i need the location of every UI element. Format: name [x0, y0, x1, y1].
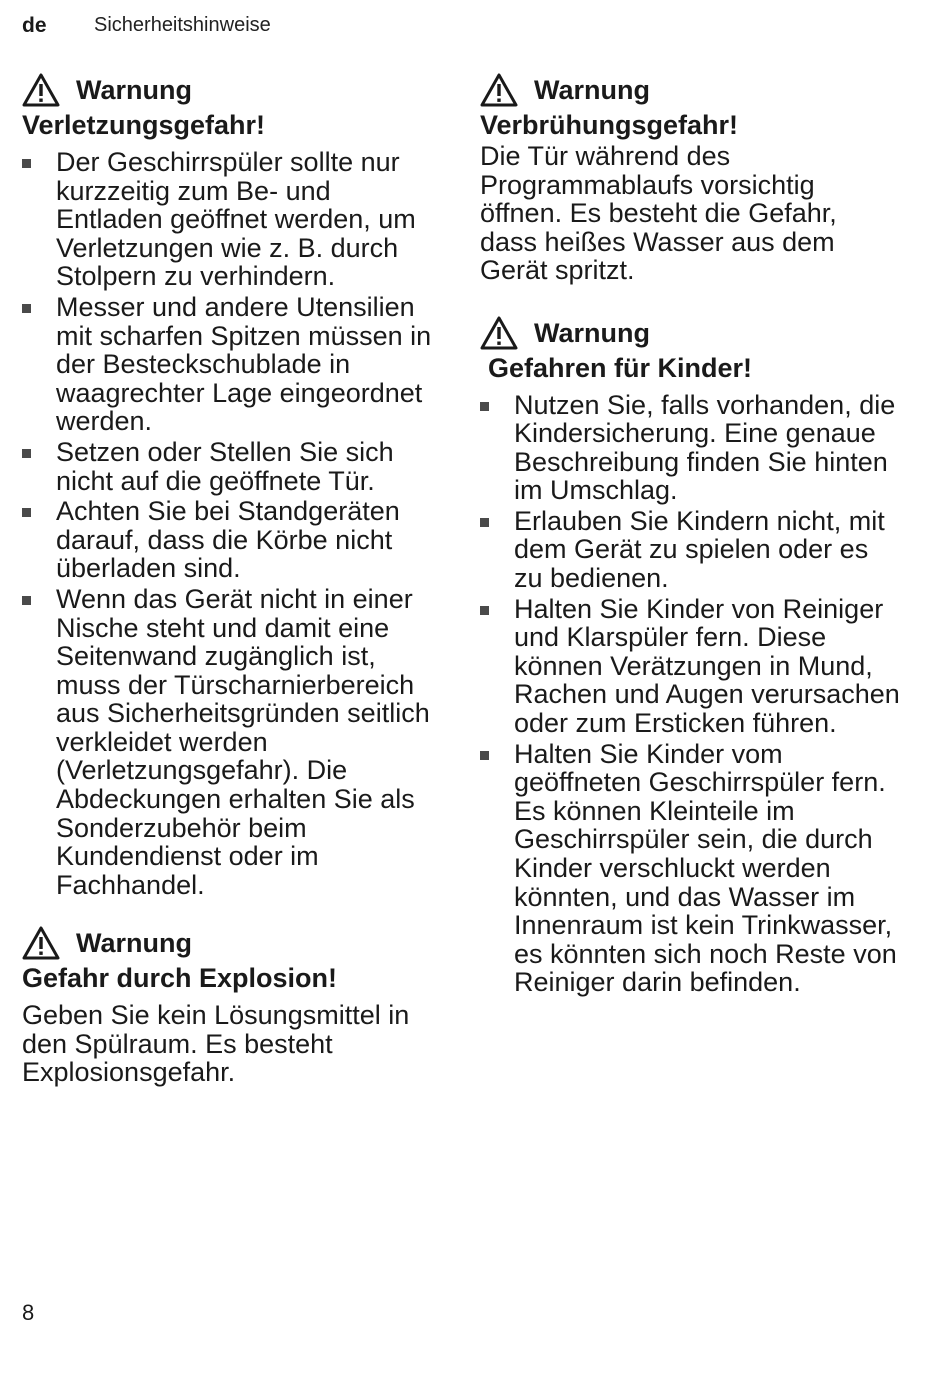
- list-item-text: Setzen oder Stellen Sie sich nicht auf die geöffnete Tür.: [56, 436, 394, 496]
- list-item: [22, 438, 442, 495]
- list-item: [22, 293, 442, 436]
- warning-heading: [22, 925, 442, 961]
- section-title: Sicherheitshinweise: [94, 14, 271, 36]
- list-item: [480, 507, 900, 593]
- list-item-text: Halten Sie Kinder vom geöffneten Geschirrspüler fern. Es können Kleinteile im Geschirrspüler sein, die durch Kinder verschluckt werden könnten, und das Wasser im Innenraum ist kein Trinkwasser, es könnten sich noch Reste von Reiniger darin befinden.: [514, 738, 897, 998]
- list-item-text: Nutzen Sie, falls vorhanden, die Kindersicherung. Eine genaue Beschreibung finden Sie hinten im Umschlag.: [514, 389, 896, 506]
- list-item: [480, 595, 900, 738]
- warning-scald: [480, 72, 900, 285]
- list-item: [22, 148, 442, 291]
- warning-injury: [22, 72, 442, 899]
- warning-triangle-icon: [480, 316, 518, 350]
- square-bullet-icon: [22, 159, 31, 168]
- warning-label: Warnung: [534, 75, 650, 105]
- list-item: [480, 740, 900, 997]
- bullet-list: [22, 148, 442, 899]
- warning-label: Warnung: [76, 928, 192, 959]
- warning-title: Verbrühungsgefahr!: [480, 110, 739, 140]
- warning-label: Warnung: [534, 317, 650, 348]
- list-item: [22, 585, 442, 900]
- list-item-text: Halten Sie Kinder von Reiniger und Klarspüler fern. Diese können Verätzungen in Mund, Rachen und Augen verursachen oder zum Ersticken führen.: [514, 593, 900, 739]
- warning-children: [480, 315, 900, 997]
- left-column: [22, 72, 442, 1113]
- bullet-list: [480, 391, 900, 997]
- language-code: de: [22, 14, 47, 37]
- square-bullet-icon: [480, 751, 489, 760]
- square-bullet-icon: [22, 508, 31, 517]
- warning-triangle-icon: [22, 926, 60, 960]
- list-item-text: Der Geschirrspüler sollte nur kurzzeitig zum Be- und Entladen geöffnet werden, um Verletzungen wie z. B. durch Stolpern zu verhindern.: [56, 147, 416, 292]
- warning-title: Gefahr durch Explosion!: [22, 963, 338, 994]
- list-item-text: Achten Sie bei Standgeräten darauf, dass die Körbe nicht überladen sind.: [56, 496, 400, 584]
- page-header: [22, 14, 928, 42]
- warning-heading: [480, 72, 900, 108]
- list-item: [480, 391, 900, 505]
- right-column: [480, 72, 900, 1023]
- warning-text: Geben Sie kein Lösungsmittel in den Spülraum. Es besteht Explosionsgefahr.: [22, 1000, 410, 1088]
- warning-title: Verletzungsgefahr!: [22, 110, 266, 140]
- square-bullet-icon: [480, 402, 489, 411]
- list-item: [22, 497, 442, 583]
- list-item-text: Wenn das Gerät nicht in einer Nische steht und damit eine Seitenwand zugänglich ist, muss der Türscharnierbereich aus Sicherheitsgründen seitlich verkleidet werden (Verletzungsgefahr). Die Abdeckungen erhalten Sie als Sonderzubehör beim Kundendienst oder im Fachhandel.: [56, 583, 430, 900]
- square-bullet-icon: [22, 304, 31, 313]
- warning-explosion: [22, 925, 442, 1087]
- warning-text: Die Tür während des Programmablaufs vorsichtig öffnen. Es besteht die Gefahr, dass heißes Wasser aus dem Gerät spritzt.: [480, 141, 837, 285]
- warning-triangle-icon: [22, 73, 60, 107]
- square-bullet-icon: [480, 518, 489, 527]
- list-item-text: Messer und andere Utensilien mit scharfen Spitzen müssen in der Besteckschublade in waagrechter Lage eingeordnet werden.: [56, 291, 432, 437]
- warning-heading: [480, 315, 900, 351]
- warning-triangle-icon: [480, 73, 518, 107]
- square-bullet-icon: [22, 596, 31, 605]
- list-item-text: Erlauben Sie Kindern nicht, mit dem Gerät zu spielen oder es zu bedienen.: [514, 505, 885, 594]
- warning-title: Gefahren für Kinder!: [488, 352, 753, 383]
- warning-heading: [22, 72, 442, 108]
- square-bullet-icon: [22, 449, 31, 458]
- square-bullet-icon: [480, 606, 489, 615]
- warning-label: Warnung: [76, 75, 192, 105]
- page-number: 8: [22, 1300, 35, 1325]
